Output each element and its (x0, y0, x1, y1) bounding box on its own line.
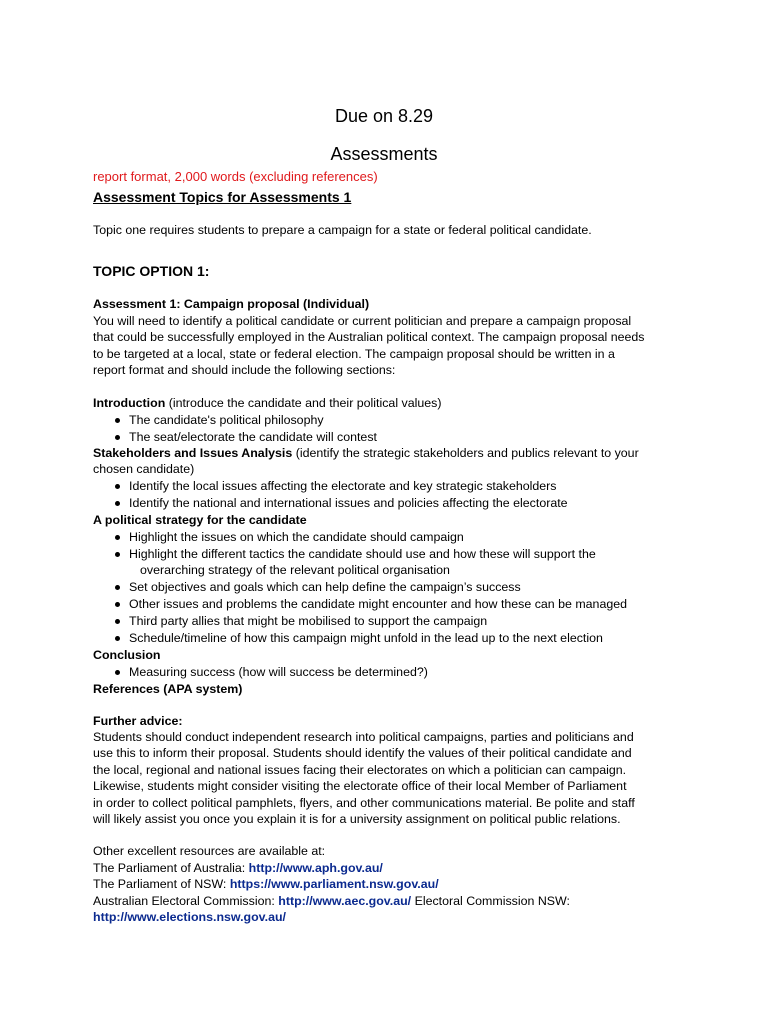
topic-intro: Topic one requires students to prepare a campaign for a state or federal political candidate. (93, 223, 592, 237)
further-advice-line: use this to inform their proposal. Students should identify the values of their political candidate and (93, 746, 632, 760)
list-item: Schedule/timeline of how this campaign might unfold in the lead up to the next election (129, 631, 603, 645)
page-title: Assessments (330, 144, 438, 164)
list-item-continuation: overarching strategy of the relevant political organisation (140, 563, 450, 577)
bullet-icon (115, 552, 120, 557)
topic-option-heading: TOPIC OPTION 1: (93, 263, 210, 279)
list-item: Other issues and problems the candidate might encounter and how these can be managed (129, 597, 628, 611)
stakeholders-desc-cont: chosen candidate) (93, 462, 195, 476)
list-item: Measuring success (how will success be determined?) (129, 665, 428, 679)
bullet-icon (115, 670, 120, 675)
topics-title: Assessment Topics for Assessments 1 (93, 189, 352, 205)
further-advice-heading: Further advice: (93, 714, 183, 728)
further-advice-line: Likewise, students might consider visiting the electorate office of their local Member of Parliament (93, 779, 627, 793)
list-item: Highlight the different tactics the candidate should use and how these will support the (129, 547, 596, 561)
further-advice-line: in order to collect political pamphlets, flyers, and other communications material. Be polite and staff (93, 796, 635, 810)
bullet-icon (115, 585, 120, 590)
bullet-icon (115, 484, 120, 489)
aph-link[interactable]: http://www.aph.gov.au/ (248, 861, 383, 875)
list-item: Highlight the issues on which the candidate should campaign (129, 530, 464, 544)
assessment-desc-line: that could be successfully employed in the Australian political context. The campaign proposal needs (93, 330, 645, 344)
bullet-icon (115, 602, 120, 607)
bullet-icon (115, 501, 120, 506)
bullet-icon (115, 418, 120, 423)
introduction-line (93, 395, 441, 411)
resource-ecnsw (93, 909, 286, 925)
resource-label: Electoral Commission NSW: (411, 894, 570, 908)
assessment-desc-line: You will need to identify a political candidate or current politician and prepare a campaign proposal (93, 314, 632, 328)
format-note: report format, 2,000 words (excluding references) (93, 169, 378, 184)
introduction-label: Introduction (93, 396, 166, 410)
resource-label: The Parliament of Australia: (93, 861, 249, 875)
conclusion-heading: Conclusion (93, 648, 161, 662)
further-advice-line: the local, regional and national issues facing their electorates on which a politician can campaign. (93, 763, 627, 777)
assessment-title: Assessment 1: Campaign proposal (Individual) (93, 297, 370, 311)
resources-intro: Other excellent resources are available at: (93, 844, 326, 858)
list-item: Identify the national and international issues and policies affecting the electorate (129, 496, 568, 510)
stakeholders-desc: (identify the strategic stakeholders and publics relevant to your (292, 446, 639, 460)
further-advice-line: will likely assist you once you explain it is for a university assignment on political public relations. (93, 812, 621, 826)
bullet-icon (115, 619, 120, 624)
nsw-parliament-link[interactable]: https://www.parliament.nsw.gov.au/ (229, 877, 439, 891)
elections-nsw-link[interactable]: http://www.elections.nsw.gov.au/ (93, 910, 286, 924)
list-item: Set objectives and goals which can help define the campaign’s success (129, 580, 521, 594)
introduction-desc: (introduce the candidate and their political values) (165, 396, 442, 410)
bullet-icon (115, 435, 120, 440)
resource-nsw (93, 876, 439, 892)
list-item: The candidate's political philosophy (129, 413, 324, 427)
resource-label: Australian Electoral Commission: (93, 894, 279, 908)
stakeholders-line (93, 445, 639, 461)
references-heading: References (APA system) (93, 682, 243, 696)
bullet-icon (115, 636, 120, 641)
resource-aph (93, 860, 383, 876)
list-item: Identify the local issues affecting the electorate and key strategic stakeholders (129, 479, 557, 493)
resource-aec (93, 893, 570, 909)
assessment-desc-line: report format and should include the following sections: (93, 363, 396, 377)
assessment-desc-line: to be targeted at a local, state or federal election. The campaign proposal should be written in a (93, 347, 615, 361)
due-date: Due on 8.29 (334, 106, 434, 126)
stakeholders-label: Stakeholders and Issues Analysis (93, 446, 293, 460)
further-advice-line: Students should conduct independent research into political campaigns, parties and politicians and (93, 730, 634, 744)
resource-label: The Parliament of NSW: (93, 877, 230, 891)
strategy-heading: A political strategy for the candidate (93, 513, 307, 527)
aec-link[interactable]: http://www.aec.gov.au/ (278, 894, 412, 908)
list-item: The seat/electorate the candidate will contest (129, 430, 377, 444)
list-item: Third party allies that might be mobilised to support the campaign (129, 614, 488, 628)
bullet-icon (115, 535, 120, 540)
